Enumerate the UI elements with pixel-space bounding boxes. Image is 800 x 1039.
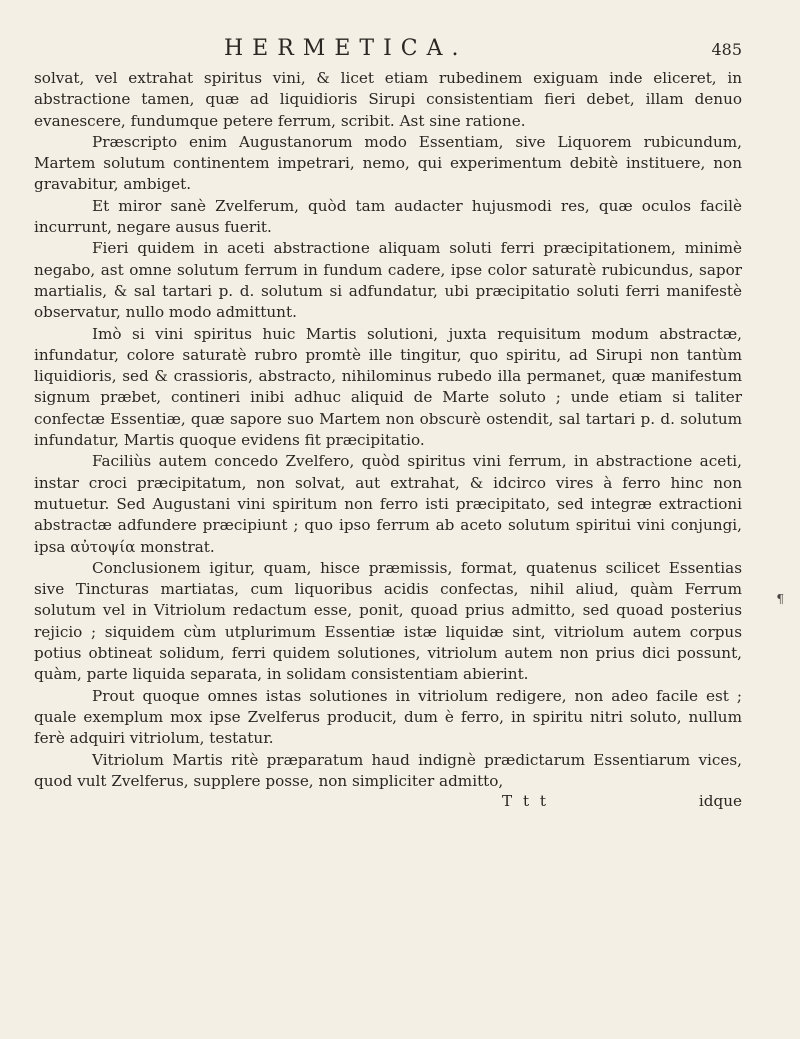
paragraph: Vitriolum Martis ritè præparatum haud indignè prædictarum Essentiarum vices, quod vult Zvelferus, supplere posse, non simpliciter admitto, bbox=[34, 750, 742, 790]
paragraph: Fieri quidem in aceti abstractione aliquam soluti ferri præcipitationem, minimè negabo, ast omne solutum ferrum in fundum cadere, ipse color saturatè rubicundus, sapor martialis, & sal tartari p. d. solutum si adfundatur, ubi præcipitatio soluti ferri manifestè observatur, nullo modo admittunt. bbox=[34, 239, 742, 322]
running-title: HERMETICA. bbox=[224, 36, 468, 61]
body-text bbox=[34, 68, 742, 792]
paragraph: Et miror sanè Zvelferum, quòd tam audacter hujusmodi res, quæ oculos facilè incurrunt, negare ausus fuerit. bbox=[34, 196, 742, 237]
paragraph: Imò si vini spiritus huic Martis solutioni, juxta requisitum modum abstractæ, infundatur, colore saturatè rubro promtè ille tingitur, quo spiritu, ad Sirupi non tantùm liquidioris, sed & crassioris, abstracto, nihilominus rubedo illa permanet, quæ manifestum signum præbet, contineri inibi adhuc aliquid de Marte soluto ; unde etiam si taliter confectæ Essentiæ, quæ sapore suo Martem non obscurè ostendit, sal tartari p. d. solutum infundatur, Martis quoque evidens fit præcipitatio. bbox=[34, 324, 742, 450]
paragraph: Faciliùs autem concedo Zvelfero, quòd spiritus vini ferrum, in abstractione aceti, instar croci præcipitatum, non solvat, aut extrahat, & idcirco vires à ferro hinc non mutuetur. Sed Augustani vini spiritum non ferro isti præcipitato, sed integræ extractioni abstractæ adfundere præcipiunt ; quo ipso ferrum ab aceto solutum spiritui vini conjungi, ipsa αὐτοψία monstrat. bbox=[34, 452, 742, 556]
catchword: idque bbox=[698, 792, 742, 811]
paragraph: Præscripto enim Augustanorum modo Essentiam, sive Liquorem rubicundum, Martem solutum continentem impetrari, nemo, qui experimentum debitè instituere, non gravabitur, ambiget. bbox=[34, 132, 742, 194]
page-number: 485 bbox=[711, 40, 742, 59]
signature-mark: T t t bbox=[502, 792, 549, 811]
paragraph: solvat, vel extrahat spiritus vini, & licet etiam rubedinem exiguam inde eliceret, in abstractione tamen, quæ ad liquidioris Sirupi consistentiam fieri debet, illam denuo evanescere, fundumque petere ferrum, scribit. Ast sine ratione. bbox=[34, 69, 742, 130]
running-head bbox=[34, 36, 742, 62]
paragraph: Conclusionem igitur, quam, hisce præmissis, format, quatenus scilicet Essentias sive Tincturas martiatas, cum liquoribus acidis confectas, nihil aliud, quàm Ferrum solutum vel in Vitriolum redactum esse, ponit, quoad prius admitto, sed quoad posterius rejicio ; siquidem cùm utplurimum Essentiæ istæ liquidæ sint, vitriolum autem corpus potius obtineat solidum, ferri quidem solutiones, vitriolum autem non prius dici possunt, quàm, parte liquida separata, in solidam consistentiam abierint. bbox=[34, 558, 742, 684]
signature-line bbox=[34, 792, 742, 814]
margin-mark: ¶ bbox=[776, 592, 784, 606]
paragraph: Prout quoque omnes istas solutiones in vitriolum redigere, non adeo facile est ; quale exemplum mox ipse Zvelferus producit, dum è ferro, in spiritu nitri soluto, nullum ferè adquiri vitriolum, testatur. bbox=[34, 686, 742, 748]
